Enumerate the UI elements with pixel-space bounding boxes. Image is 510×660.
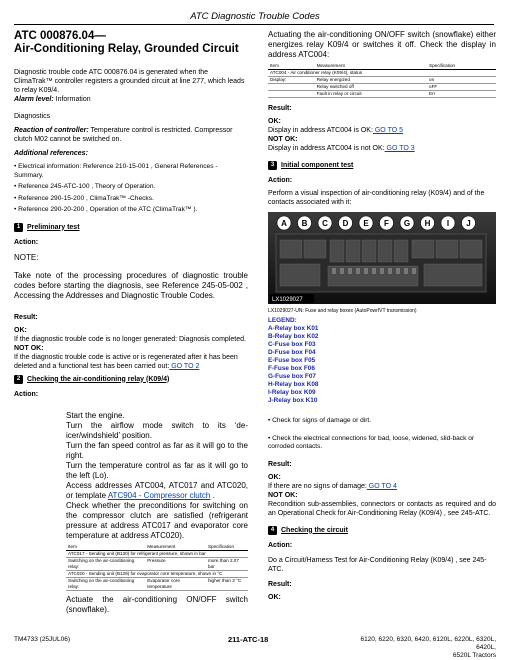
table-row — [66, 577, 248, 590]
reference-item: • Reference 290-15-200 , ClimaTrak™ -Checks. — [14, 194, 154, 202]
fuse-relay-photo — [268, 212, 496, 304]
goto-3-link[interactable]: GO TO 3 — [384, 145, 415, 152]
ok-label: OK: — [14, 326, 27, 334]
reference-list — [14, 163, 248, 215]
table-cell: ATC004 - Air conditioner relay (K09/4), status — [268, 70, 496, 77]
legend-item: G-Fuse box F07 — [268, 373, 316, 380]
template-link[interactable]: ATC904 - Compressor clutch — [107, 490, 211, 500]
dtc-subtitle: Air-Conditioning Relay, Grounded Circuit — [14, 43, 239, 55]
result-label: Result: — [268, 580, 292, 588]
legend-item: J-Relay box K10 — [268, 397, 318, 404]
action-item: Start the engine. — [66, 410, 125, 420]
action-item: Check whether the preconditions for switching on the compressor clutch are satisfied (refrigerant pressure at address ATC017 and evaporator core temperature at address ATC020). — [66, 500, 248, 540]
table-cell: Err — [427, 91, 496, 98]
fuse-relay-photo-svg — [268, 212, 496, 304]
check-item: • Check for signs of damage or dirt. — [268, 417, 372, 424]
notok-body: Display in address ATC004 is not OK: — [268, 145, 385, 152]
action-text: Do a Circuit/Harness Test for Air-Conditioning Relay (K09/4) , see 245-ATC. — [268, 556, 487, 573]
goto-2-link[interactable]: GO TO 2 — [169, 362, 200, 370]
table-row — [66, 570, 248, 577]
right-column — [268, 30, 496, 602]
notok-label: NOT OK: — [14, 344, 44, 352]
step-1-heading — [14, 223, 248, 232]
footer-models-line: 6520L Tractors — [452, 652, 496, 659]
callout-letter: E — [363, 219, 369, 228]
legend-item: D-Fuse box F04 — [268, 349, 316, 356]
step-2-heading — [14, 375, 248, 384]
table-header-cell: Specification — [427, 63, 496, 70]
action-label: Action: — [14, 238, 39, 246]
table-cell: Relay energized — [315, 77, 427, 84]
table-cell: Fault in relay or circuit — [315, 91, 427, 98]
alarm-level — [14, 95, 248, 104]
ok-label: OK: — [268, 593, 281, 601]
intro-text: Diagnostic trouble code ATC 000876.04 is generated when the ClimaTrak™ controller registers a grounded circuit at line 277, which leads to relay K09/4. — [14, 69, 245, 94]
table-row — [66, 550, 248, 557]
callout-letter: D — [342, 219, 349, 228]
table-header-cell: Specification — [206, 544, 248, 551]
notok-text: Recondition sub-assemblies, connectors or contacts as required and do an Operational Check for Air-Conditioning Relay (K09/4) , see 245-ATC. — [268, 500, 496, 517]
table-cell: higher than 3 °C — [206, 577, 248, 590]
template-end: . — [210, 490, 215, 500]
ok-text — [268, 482, 496, 491]
check-item: • Check the electrical connections for bad, loose, widened, slid-back or corroded contacts. — [268, 434, 475, 450]
table-cell: on — [427, 77, 496, 84]
table-cell: oFF — [427, 84, 496, 91]
photo-code: LX1029027 — [272, 297, 303, 303]
table-header-cell: Item — [66, 544, 145, 551]
legend-item: F-Fuse box F06 — [268, 365, 315, 372]
step-number-badge: 3 — [268, 161, 277, 170]
result-label: Result: — [268, 105, 292, 112]
note-label: NOTE: — [14, 252, 39, 262]
legend-item: A-Relay box K01 — [268, 325, 319, 332]
table-cell: Relay switched off — [315, 84, 427, 91]
table-header-cell: Measurement — [145, 544, 206, 551]
table-header-cell: Item — [268, 63, 315, 70]
table-cell: more than 2.07 bar — [206, 557, 248, 570]
callout-letter: G — [403, 219, 411, 228]
step-4-heading — [268, 526, 496, 535]
table-cell: ATC020 - Sending unit (B129) for evaporator core temperature, shown in °C — [66, 570, 248, 577]
action-item: Turn the fan speed control as far as it will go to the right. — [66, 440, 248, 460]
notok-label: NOT OK: — [268, 136, 298, 143]
legend-item: E-Fuse box F05 — [268, 357, 316, 364]
table-header-cell: Measurement — [315, 63, 427, 70]
photo-legend — [268, 317, 496, 405]
action-item: Turn the airflow mode switch to its ‘de-icer/windshield’ position. — [66, 420, 248, 440]
notok-text — [14, 353, 248, 371]
table-cell: ATC017 - Sending unit (B130) for refrigerant pressure, shown in bar — [66, 550, 248, 557]
reference-item: • Reference 290-20-200 , Operation of the ATC (ClimaTrak™ ). — [14, 206, 198, 213]
callout-letter: B — [301, 219, 308, 228]
reaction-text: Temperature control is restricted. Compressor clutch M02 cannot be switched on. — [14, 127, 233, 143]
last-action — [66, 595, 248, 615]
footer-models-line: 6120, 6220, 6320, 6420, 6120L, 6220L, 6320L, 6420L, — [360, 636, 496, 651]
action-label: Action: — [268, 541, 293, 549]
table-row — [268, 91, 496, 98]
notok-body: If the diagnostic trouble code is active or is regenerated after it has been deleted and a functional test has been carried out: — [14, 353, 238, 370]
action-label: Action: — [268, 177, 293, 184]
result-label: Result: — [14, 313, 38, 321]
table-row — [268, 77, 496, 84]
reference-item: • Electrical information: Reference 210-15-001 , General References - Summary. — [14, 163, 218, 179]
reaction-label: Reaction of controller: — [14, 127, 89, 134]
footer-page-number: 211-ATC-18 — [228, 635, 269, 644]
result-label: Result: — [268, 460, 292, 468]
table-row — [268, 84, 496, 91]
legend-title: LEGEND: — [268, 317, 297, 324]
reference-item: • Reference 245-ATC-100 , Theory of Operation. — [14, 183, 156, 190]
photo-caption: LX1029027-UN: Fuse and relay boxes (AutoPowrIVT transmission) — [268, 308, 417, 314]
dtc-code: ATC 000876.04— — [14, 30, 106, 42]
ok-body: Display in address ATC004 is OK: — [268, 127, 373, 134]
left-column — [14, 30, 248, 615]
step-number-badge: 2 — [14, 375, 23, 384]
step-title: Checking the air-conditioning relay (K09/4) — [27, 375, 170, 383]
callout-letter: I — [446, 219, 450, 228]
check-list — [268, 417, 496, 452]
callout-letter: H — [424, 219, 431, 228]
alarm-label: Alarm level: — [14, 96, 54, 103]
action-list — [66, 411, 248, 541]
table-cell: Display: — [268, 77, 315, 84]
alarm-value: Information — [53, 96, 91, 103]
legend-item: C-Fuse box F03 — [268, 341, 316, 348]
page-header-title: ATC Diagnostic Trouble Codes — [190, 11, 320, 22]
notok-label: NOT OK: — [268, 491, 298, 499]
relay-status-table — [268, 63, 496, 98]
notok-text — [268, 144, 496, 153]
step-3-heading — [268, 161, 496, 170]
table-cell — [268, 84, 315, 91]
legend-item: I-Relay box K09 — [268, 389, 316, 396]
precondition-table — [66, 544, 248, 591]
table-cell: Evaporator core temperature — [145, 577, 206, 590]
table-cell: Switching on the air-conditioning relay: — [66, 557, 145, 570]
table-row — [268, 70, 496, 77]
step-number-badge: 4 — [268, 526, 277, 535]
ok-label: OK: — [268, 473, 281, 481]
precondition-table-wrap — [66, 544, 248, 615]
last-action-text: Actuate the air-conditioning ON/OFF switch (snowflake). — [66, 594, 248, 614]
goto-5-link[interactable]: GO TO 5 — [372, 127, 404, 134]
table-row — [66, 557, 248, 570]
reaction — [14, 126, 248, 144]
legend-item: B-Relay box K02 — [268, 333, 319, 340]
action-item: Turn the temperature control as far as it will go to the left (Lo). — [66, 460, 248, 480]
goto-4-link[interactable]: GO TO 4 — [366, 482, 397, 490]
additional-references-label: Additional references: — [14, 150, 88, 157]
table-cell: Switching on the air-conditioning relay: — [66, 577, 145, 590]
step-number-badge: 1 — [14, 223, 23, 232]
action-label: Action: — [14, 390, 39, 398]
table-cell: Pressure — [145, 557, 206, 570]
callout-letter: F — [384, 219, 389, 228]
callout-letter: A — [281, 219, 287, 228]
note-text: Take note of the processing procedures of diagnostic trouble codes before starting the diagnosis, see Reference 245-05-002 , Accessing the Addresses and Diagnostic Trouble Codes. — [14, 270, 248, 300]
ok-body: If there are no signs of damage: — [268, 482, 367, 490]
legend-item: H-Relay box K08 — [268, 381, 319, 388]
footer-manual-id: TM4733 (25JUL06) — [14, 636, 70, 643]
step-title: Checking the circuit — [281, 526, 348, 534]
action-item — [66, 481, 248, 501]
step-title: Preliminary test — [27, 223, 80, 231]
continued-text: Actuating the air-conditioning ON/OFF switch (snowflake) either energizes relay K09/4 or switches it off. Check the display in address ATC004: — [268, 30, 496, 59]
diagnostics-heading: Diagnostics — [14, 113, 51, 120]
footer-models — [346, 636, 496, 660]
dtc-title — [14, 30, 248, 56]
ok-text — [268, 126, 496, 135]
step-title: Initial component test — [281, 162, 354, 169]
action-item-text: Access addresses ATC004, ATC017 and ATC020, or template — [66, 480, 248, 500]
callout-letter: J — [466, 219, 471, 228]
callout-letter: C — [322, 219, 328, 228]
action-text: Perform a visual inspection of air-conditioning relay (K09/4) and of the contacts associated with it: — [268, 190, 485, 206]
ok-label: OK: — [268, 118, 281, 125]
header-rule — [14, 24, 494, 25]
ok-text: If the diagnostic trouble code is no longer generated: Diagnosis completed. — [14, 335, 246, 343]
table-cell — [268, 91, 315, 98]
